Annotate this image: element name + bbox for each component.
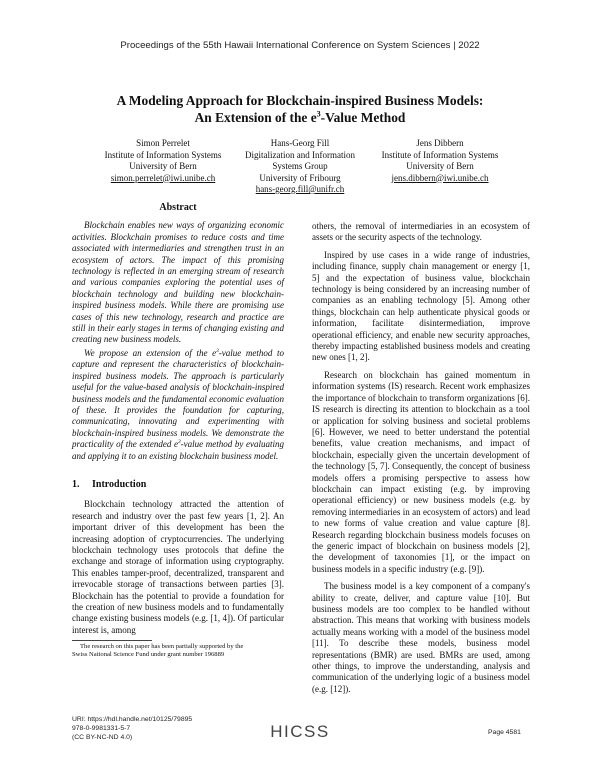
footnote-rule [72, 640, 152, 641]
abstract-paragraph: We propose an extension of the $e^3$-value method to capture and represent the characteristics of blockchain-inspired business models. The approach is particularly useful for the value-based analysis of blockchain-inspired business models and the fundamental economic evaluation of these. It provides the foundation for capturing, communicating, innovating and experimenting with blockchain-inspired business models. We demonstrate the practicality of the extended $e^3$-value method by evaluating and applying it to an existing blockchain business model. [72, 347, 284, 461]
footnote: The research on this paper has been partially supported by the Swiss National Science Fund under grant number 196889 [72, 643, 244, 658]
author-affiliation: University of Bern [129, 161, 197, 171]
right-column [312, 221, 530, 701]
author-name: Jens Dibbern [416, 138, 464, 148]
body-paragraph: others, the removal of intermediaries in an ecosystem of assets or the security aspects of the technology. [312, 221, 530, 243]
proceedings-header: Proceedings of the 55th Hawaii International Conference on System Sciences | 2022 [120, 40, 480, 51]
license: (CC BY-NC-ND 4.0) [72, 733, 133, 741]
body-paragraph: Blockchain technology attracted the attention of research and industry over the past few years [1, 2]. An important driver of this development has been the increasing adoption of cryptocurrencies. The underlying blockchain technology uses protocols that define the exchange and storage of information using cryptography. This enables tamper-proof, decentralized, transparent and irrevocable storage of transactions between parties [3]. Blockchain has the potential to provide a foundation for the creation of new business models and to fundamentally change existing business models (e.g. [1, 4]). Of particular interest is, among [72, 499, 284, 635]
author-affiliation: University of Bern [406, 161, 474, 171]
page-number: Page 4581 [488, 729, 521, 736]
author-3 [355, 138, 525, 184]
author-affiliation: Systems Group [272, 161, 328, 171]
uri-link[interactable]: URI: https://hdl.handle.net/10125/79895 [72, 716, 193, 723]
author-affiliation: Digitalization and Information [245, 149, 355, 160]
abstract-heading: Abstract [159, 202, 197, 213]
isbn: 978-0-9981331-5-7 [72, 724, 131, 732]
title-line-2: An Extension of the $e^3$-Value Method [194, 109, 406, 125]
hicss-logo: HICSS [270, 722, 330, 741]
body-paragraph: Inspired by use cases in a wide range of industries, including finance, supply chain management or energy [1, 5] and the expectation of business value, blockchain technology is being considered by an increasing number of companies as an enabling technology [5]. Among other things, blockchain can help authenticate physical goods or information, facilitate disintermediation, improve operational efficiency, and enable new security approaches, thereby impacting established business models and creating new ones [1, 2]. [312, 249, 530, 363]
author-name: Hans-Georg Fill [270, 138, 330, 148]
author-affiliation: University of Fribourg [259, 172, 341, 183]
publication-info [72, 716, 192, 742]
author-email[interactable]: jens.dibbern@iwi.unibe.ch [391, 172, 489, 183]
paper-title [40, 92, 560, 126]
section-heading-introduction: 1. Introduction [72, 478, 147, 490]
title-line-1: A Modeling Approach for Blockchain-inspired Business Models: [116, 93, 484, 108]
author-email[interactable]: simon.perrelet@iwi.unibe.ch [110, 172, 216, 183]
author-affiliation: Institute of Information Systems [104, 149, 222, 160]
author-affiliation: Institute of Information Systems [381, 149, 499, 160]
left-column [72, 202, 284, 642]
author-email[interactable]: hans-georg.fill@unifr.ch [255, 184, 345, 194]
abstract [72, 202, 284, 462]
body-paragraph: The business model is a key component of a company's ability to create, deliver, and capture value [10]. But business models are too complex to be handled without abstraction. This means that working with business models actually means working with a model of the business model [11]. To describe these models, business model representations (BMR) are used. BMRs are used, among other things, to improve the understanding, analysis and communication of the underlying logic of a business model (e.g. [12]). [312, 581, 530, 694]
author-name: Simon Perrelet [136, 138, 190, 148]
author-block [0, 138, 600, 200]
body-paragraph: Research on blockchain has gained momentum in information systems (IS) research. Recent work emphasizes the importance of blockchain to transform organizations [6]. IS research is directing its attention to blockchain as a tool or application for solving business and societal problems [6]. However, we need to better understand the potential benefits, value creation mechanisms, and impact of blockchain, especially given the uncertain development of the technology [5, 7]. Consequently, the concept of business models offers a promising perspective to assess how blockchain can impact existing (e.g. by improving operational efficiency) or new business models (e.g. by removing intermediaries in an ecosystem of actors) and lead to new forms of value creation and value capture [8]. Research regarding blockchain business models focuses on the generic impact of blockchain on business models [2], the development of taxonomies [1], or the impact on business models in a specific industry (e.g. [9]). [312, 369, 530, 574]
abstract-paragraph: Blockchain enables new ways of organizing economic activities. Blockchain promises to reduce costs and time associated with intermediaries and strengthen trust in an ecosystem of actors. The impact of this promising technology is reflected in an emerging stream of research and various companies exploring the potential uses of blockchain technology and building new blockchain-inspired business models. While there are promising use cases of this new technology, research and practice are still in their early stages in terms of changing existing and creating new business models. [72, 220, 284, 345]
